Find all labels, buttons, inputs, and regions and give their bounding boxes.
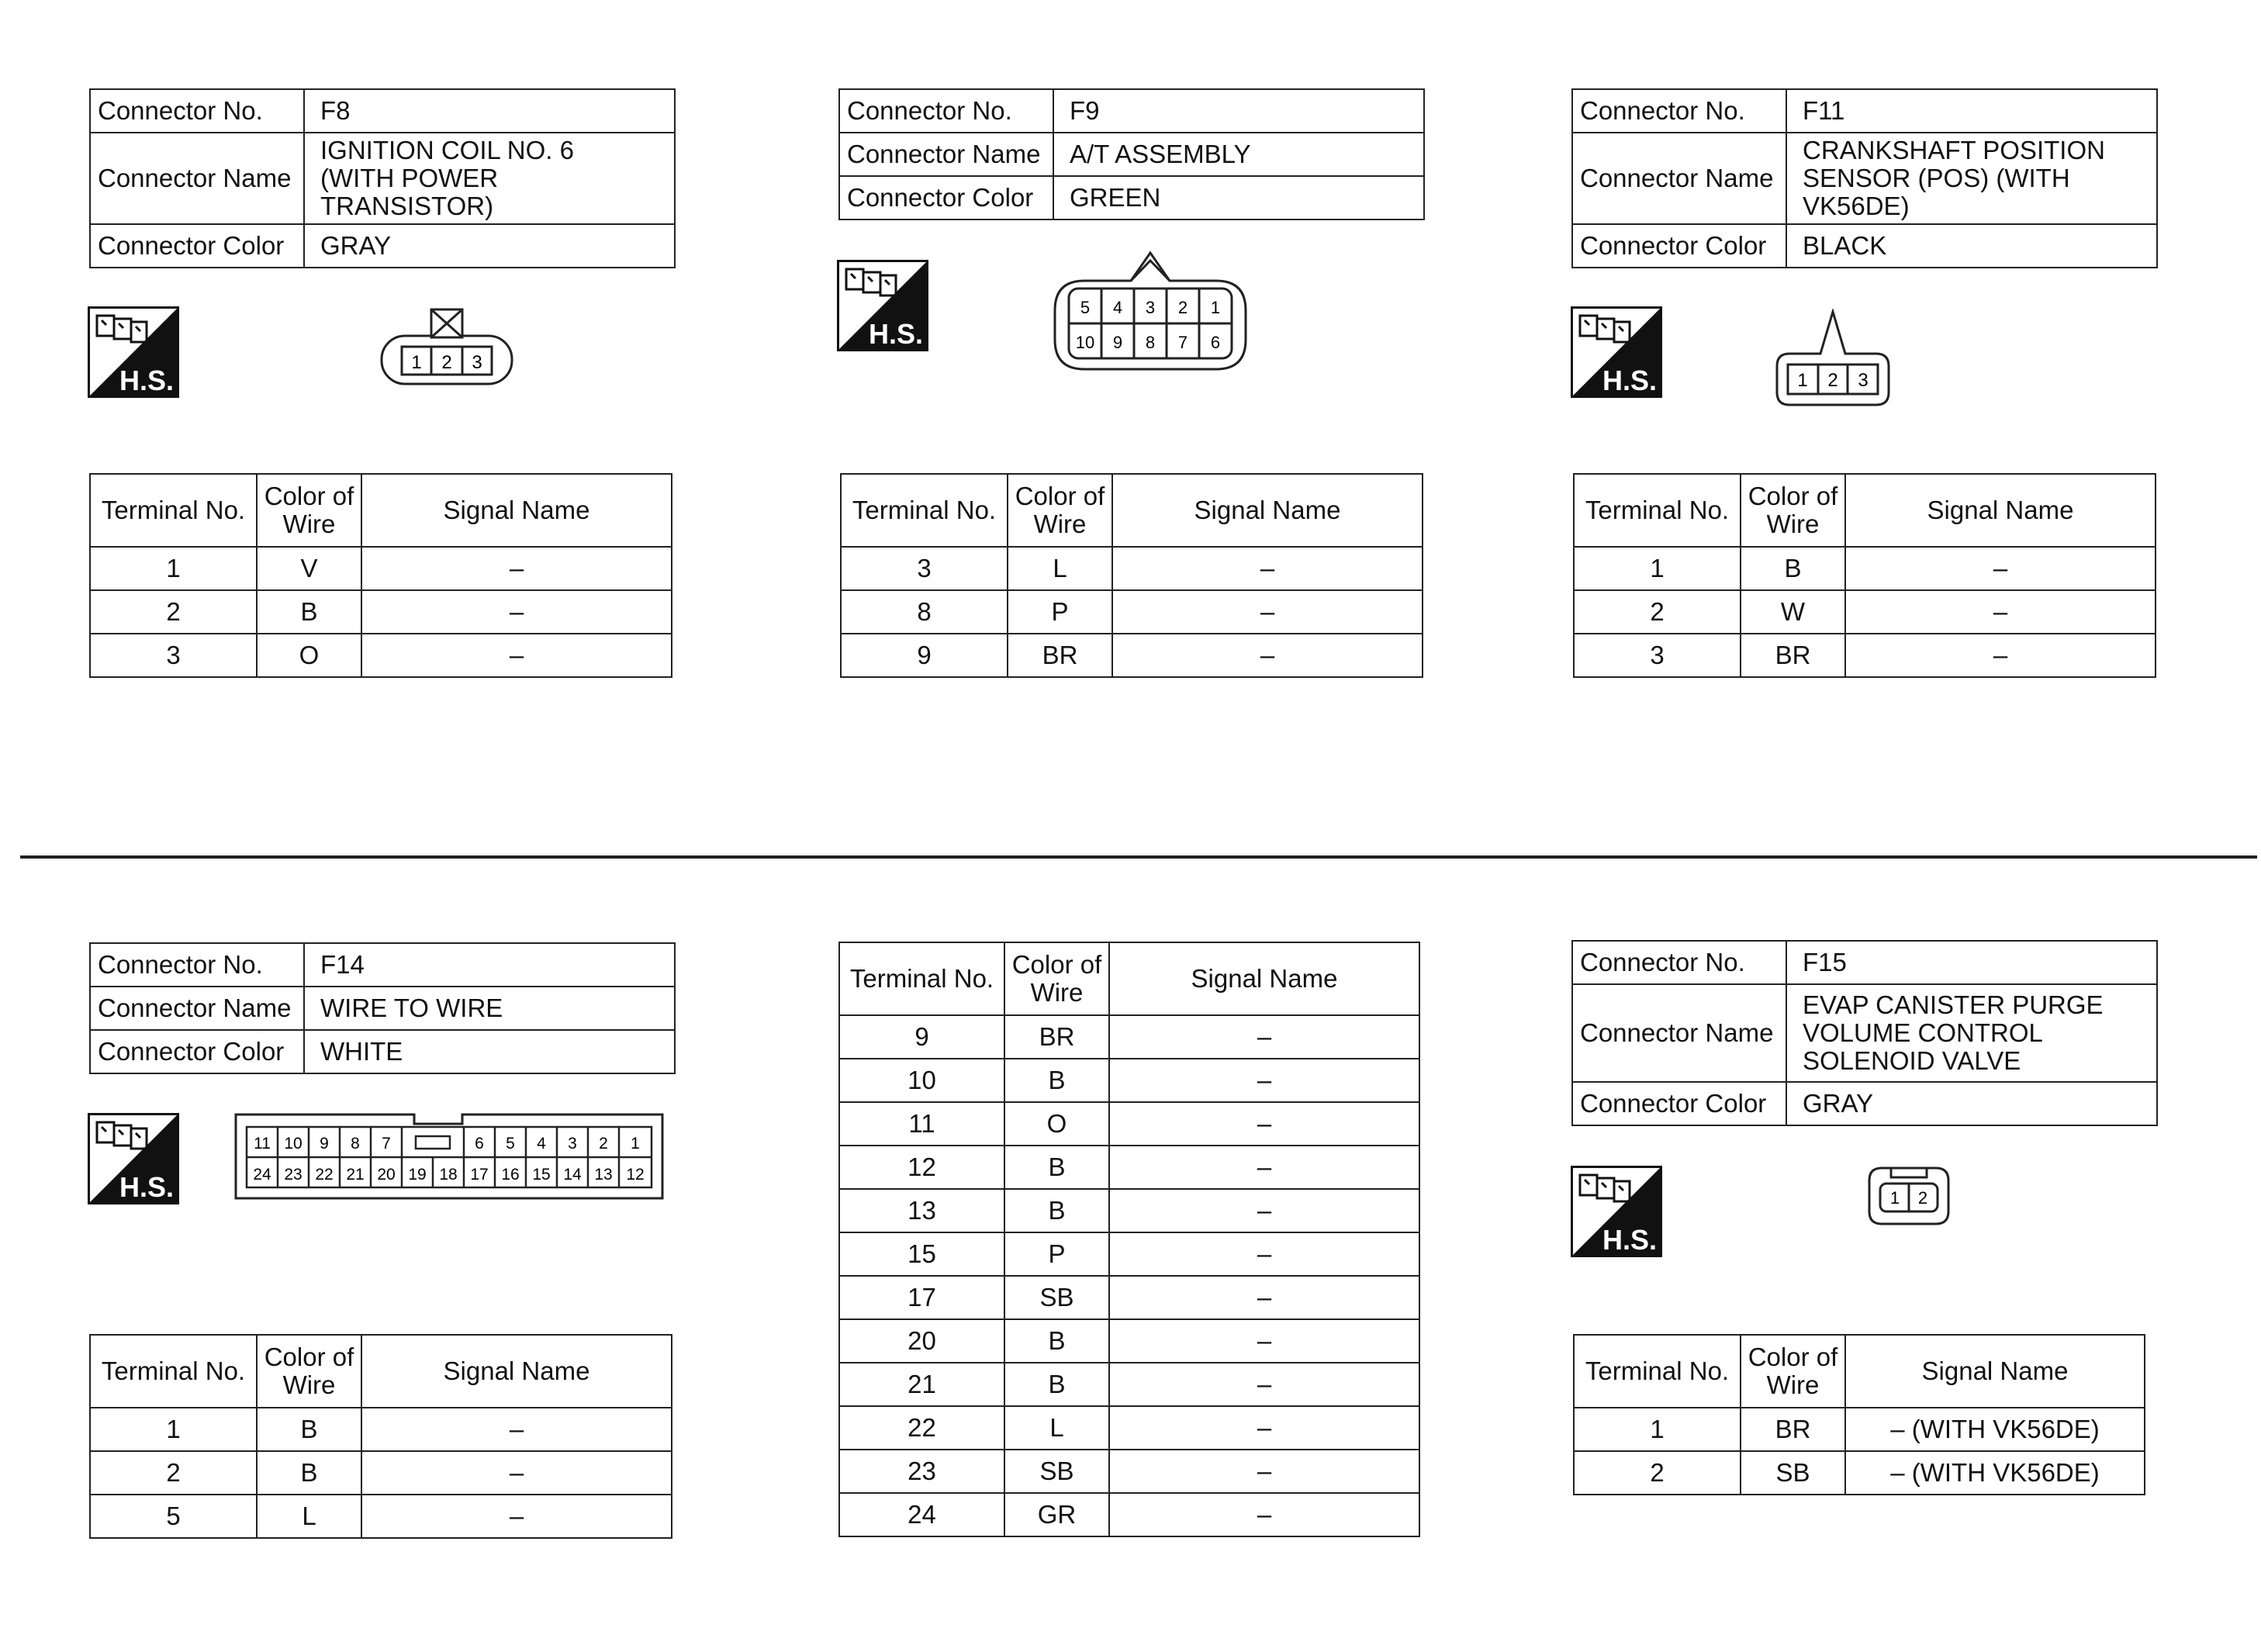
harness-side-icon bbox=[88, 1113, 179, 1204]
label-connector-no: Connector No. bbox=[839, 89, 1053, 133]
label-connector-color: Connector Color bbox=[90, 224, 304, 268]
table-row: 2 B – bbox=[90, 1451, 672, 1495]
svg-text:H.S.: H.S. bbox=[119, 1171, 175, 1203]
table-row: 2 B – bbox=[90, 590, 672, 634]
header-signal-name: Signal Name bbox=[361, 1335, 672, 1408]
table-row: 2 SB – (WITH VK56DE) bbox=[1574, 1451, 2145, 1495]
connector-no-value: F9 bbox=[1053, 89, 1424, 133]
pin-label: 19 bbox=[408, 1166, 427, 1184]
connector-no-value: F8 bbox=[304, 89, 675, 133]
connector-color-value: GRAY bbox=[1786, 1082, 2157, 1125]
pin-label: 9 bbox=[1112, 333, 1123, 352]
header-terminal-no: Terminal No. bbox=[90, 474, 257, 547]
pin-label: 3 bbox=[568, 1135, 577, 1153]
f11-connector-info bbox=[1571, 88, 2158, 268]
table-row: 3 L – bbox=[841, 547, 1423, 590]
table-row: 11 O – bbox=[839, 1102, 1419, 1146]
label-connector-name: Connector Name bbox=[1572, 984, 1786, 1082]
f8-terminal-table bbox=[89, 473, 672, 678]
svg-text:H.S.: H.S. bbox=[119, 365, 175, 396]
pin-label: 17 bbox=[470, 1166, 489, 1184]
f9-connector-face bbox=[1053, 250, 1247, 372]
label-connector-no: Connector No. bbox=[1572, 941, 1786, 984]
f11-connector-face bbox=[1774, 309, 1892, 408]
pin-label: 21 bbox=[346, 1166, 365, 1184]
svg-text:H.S.: H.S. bbox=[868, 318, 924, 350]
connector-color-value: BLACK bbox=[1786, 224, 2157, 268]
pin-label: 2 bbox=[441, 352, 452, 373]
connector-name-value: IGNITION COIL NO. 6 (WITH POWER TRANSISTOR) bbox=[304, 133, 675, 224]
pin-label: 6 bbox=[1210, 333, 1221, 352]
table-row: 22 L – bbox=[839, 1406, 1419, 1450]
f14-terminal-table bbox=[89, 1334, 672, 1539]
connector-color-value: GRAY bbox=[304, 224, 675, 268]
f9-connector-info bbox=[838, 88, 1425, 220]
pin-label: 2 bbox=[1917, 1188, 1928, 1208]
f9-terminal-table bbox=[840, 473, 1423, 678]
table-row: 17 SB – bbox=[839, 1276, 1419, 1319]
label-connector-no: Connector No. bbox=[90, 89, 304, 133]
f15-connector-info bbox=[1571, 940, 2158, 1126]
pin-label: 2 bbox=[1177, 298, 1188, 317]
table-row: 2 W – bbox=[1574, 590, 2156, 634]
pin-label: 15 bbox=[532, 1166, 551, 1184]
pin-label: 11 bbox=[254, 1135, 271, 1153]
table-row: 5 L – bbox=[90, 1495, 672, 1538]
pin-label: 3 bbox=[1145, 298, 1156, 317]
pin-label: 6 bbox=[475, 1135, 484, 1153]
header-color-of-wire: Color of Wire bbox=[1004, 942, 1109, 1015]
table-row: 9 BR – bbox=[839, 1015, 1419, 1059]
pin-label: 9 bbox=[320, 1135, 329, 1153]
table-row: 23 SB – bbox=[839, 1450, 1419, 1493]
pin-label: 1 bbox=[1210, 298, 1221, 317]
pin-label: 4 bbox=[537, 1135, 546, 1153]
pin-label: 5 bbox=[506, 1135, 515, 1153]
pin-label: 16 bbox=[501, 1166, 520, 1184]
connector-no-value: F14 bbox=[304, 943, 675, 987]
pin-label: 2 bbox=[1827, 370, 1838, 391]
label-connector-name: Connector Name bbox=[90, 987, 304, 1030]
pin-label: 8 bbox=[1145, 333, 1156, 352]
header-signal-name: Signal Name bbox=[1112, 474, 1423, 547]
harness-side-icon bbox=[1571, 306, 1662, 398]
pin-label: 13 bbox=[594, 1166, 613, 1184]
table-row: 12 B – bbox=[839, 1146, 1419, 1189]
header-terminal-no: Terminal No. bbox=[839, 942, 1004, 1015]
pin-label: 1 bbox=[1889, 1188, 1900, 1208]
header-color-of-wire: Color of Wire bbox=[1741, 474, 1845, 547]
header-terminal-no: Terminal No. bbox=[1574, 1335, 1741, 1408]
header-terminal-no: Terminal No. bbox=[90, 1335, 257, 1408]
label-connector-color: Connector Color bbox=[839, 176, 1053, 219]
table-row: 10 B – bbox=[839, 1059, 1419, 1102]
pin-label: 7 bbox=[382, 1135, 391, 1153]
pin-label: 3 bbox=[472, 352, 482, 373]
header-color-of-wire: Color of Wire bbox=[257, 474, 361, 547]
pin-label: 1 bbox=[411, 352, 422, 373]
svg-text:H.S.: H.S. bbox=[1602, 365, 1658, 396]
pin-label: 24 bbox=[253, 1166, 271, 1184]
label-connector-color: Connector Color bbox=[1572, 224, 1786, 268]
header-color-of-wire: Color of Wire bbox=[257, 1335, 361, 1408]
pin-label: 1 bbox=[1797, 370, 1808, 391]
table-row: 24 GR – bbox=[839, 1493, 1419, 1536]
label-connector-name: Connector Name bbox=[90, 133, 304, 224]
header-signal-name: Signal Name bbox=[1109, 942, 1419, 1015]
table-row: 9 BR – bbox=[841, 634, 1423, 677]
label-connector-color: Connector Color bbox=[90, 1030, 304, 1073]
table-row: 3 O – bbox=[90, 634, 672, 677]
table-row: 1 B – bbox=[1574, 547, 2156, 590]
table-row: 1 BR – (WITH VK56DE) bbox=[1574, 1408, 2145, 1451]
table-row: 3 BR – bbox=[1574, 634, 2156, 677]
header-terminal-no: Terminal No. bbox=[1574, 474, 1741, 547]
connector-color-value: WHITE bbox=[304, 1030, 675, 1073]
connector-color-value: GREEN bbox=[1053, 176, 1424, 219]
pin-label: 7 bbox=[1177, 333, 1188, 352]
header-signal-name: Signal Name bbox=[1845, 474, 2156, 547]
table-row: 21 B – bbox=[839, 1363, 1419, 1406]
label-connector-no: Connector No. bbox=[1572, 89, 1786, 133]
label-connector-name: Connector Name bbox=[1572, 133, 1786, 224]
connector-name-value: A/T ASSEMBLY bbox=[1053, 133, 1424, 176]
pin-label: 23 bbox=[284, 1166, 303, 1184]
harness-side-icon bbox=[1571, 1166, 1662, 1257]
header-color-of-wire: Color of Wire bbox=[1741, 1335, 1845, 1408]
pin-label: 20 bbox=[377, 1166, 396, 1184]
header-terminal-no: Terminal No. bbox=[841, 474, 1008, 547]
f8-connector-info bbox=[89, 88, 676, 268]
f14-connector-info bbox=[89, 942, 676, 1074]
label-connector-name: Connector Name bbox=[839, 133, 1053, 176]
f8-connector-face bbox=[380, 306, 513, 387]
table-row: 1 V – bbox=[90, 547, 672, 590]
f15-terminal-table bbox=[1573, 1334, 2145, 1495]
header-color-of-wire: Color of Wire bbox=[1008, 474, 1112, 547]
table-row: 13 B – bbox=[839, 1189, 1419, 1232]
pin-label: 4 bbox=[1112, 298, 1123, 317]
table-row: 1 B – bbox=[90, 1408, 672, 1451]
table-row: 8 P – bbox=[841, 590, 1423, 634]
f14-terminal-table-continued bbox=[838, 942, 1420, 1537]
pin-label: 2 bbox=[599, 1135, 608, 1153]
label-connector-color: Connector Color bbox=[1572, 1082, 1786, 1125]
section-divider bbox=[20, 855, 2257, 859]
connector-no-value: F15 bbox=[1786, 941, 2157, 984]
pin-label: 14 bbox=[563, 1166, 582, 1184]
f14-connector-face bbox=[233, 1111, 666, 1201]
pin-label: 10 bbox=[284, 1135, 303, 1153]
f11-terminal-table bbox=[1573, 473, 2156, 678]
table-row: 20 B – bbox=[839, 1319, 1419, 1363]
svg-text:H.S.: H.S. bbox=[1602, 1224, 1658, 1256]
table-row: 15 P – bbox=[839, 1232, 1419, 1276]
header-signal-name: Signal Name bbox=[361, 474, 672, 547]
harness-side-icon bbox=[88, 306, 179, 398]
header-signal-name: Signal Name bbox=[1845, 1335, 2145, 1408]
pin-label: 8 bbox=[351, 1135, 360, 1153]
pin-label: 18 bbox=[439, 1166, 458, 1184]
pin-label: 1 bbox=[631, 1135, 640, 1153]
pin-label: 3 bbox=[1858, 370, 1869, 391]
pin-label: 22 bbox=[315, 1166, 334, 1184]
harness-side-icon bbox=[837, 260, 928, 351]
label-connector-no: Connector No. bbox=[90, 943, 304, 987]
pin-label: 12 bbox=[626, 1166, 645, 1184]
connector-name-value: CRANKSHAFT POSITION SENSOR (POS) (WITH VK56DE) bbox=[1786, 133, 2157, 224]
connector-name-value: EVAP CANISTER PURGE VOLUME CONTROL SOLENOID VALVE bbox=[1786, 984, 2157, 1082]
connector-no-value: F11 bbox=[1786, 89, 2157, 133]
connector-name-value: WIRE TO WIRE bbox=[304, 987, 675, 1030]
f15-connector-face bbox=[1866, 1165, 1952, 1227]
pin-label: 5 bbox=[1080, 298, 1091, 317]
pin-label: 10 bbox=[1075, 333, 1095, 352]
